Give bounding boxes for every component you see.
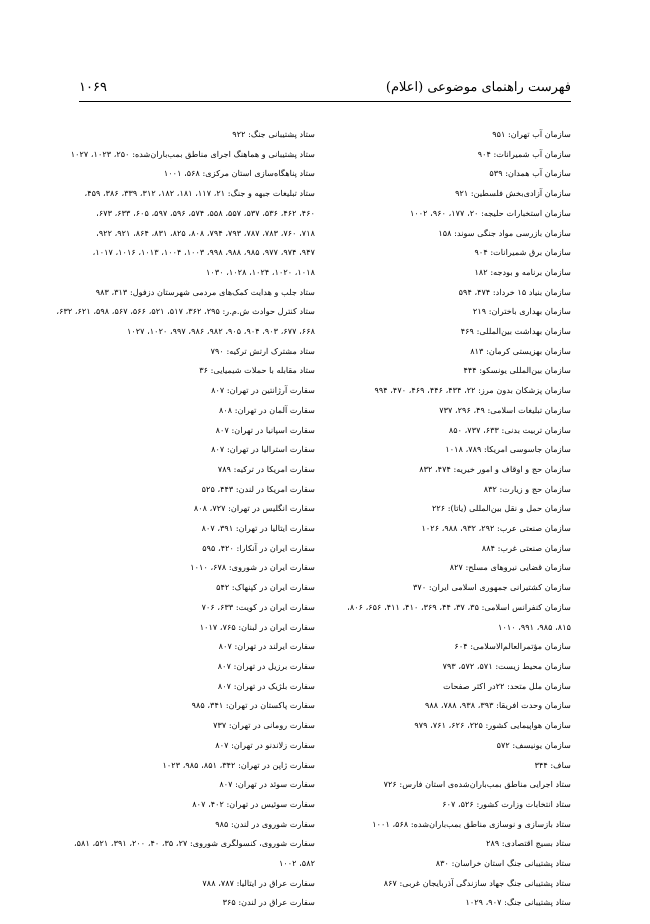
index-entry: ستاد تبلیغات جبهه و جنگ: ۲۱، ۱۱۷، ۱۸۱، ۱۸۲، ۳۱۲، ۳۳۹، ۳۸۶، ۴۵۹، xyxy=(84,188,315,199)
index-entry: سازمان بهداشت بین‌المللی: ۴۶۹ xyxy=(460,326,571,337)
index-entry: سازمان وحدت افریقا: ۳۹۳، ۹۳۸، ۷۸۸، ۹۸۸ xyxy=(425,700,571,711)
running-title: فهرست راهنمای موضوعی (اعلام) xyxy=(385,80,571,95)
index-entry: سفارت آرژانتین در تهران: ۸۰۷ xyxy=(211,385,315,396)
index-entry: سازمان جاسوسی امریکا: ۷۸۹، ۱۰۱۸ xyxy=(445,444,571,455)
index-entry: ۷۱۸، ۷۶۰، ۷۸۳، ۷۸۷، ۷۹۳، ۷۹۴، ۸۰۸، ۸۲۵، ۸۳۱، ۸۶۴، ۹۲۱، ۹۲۲، xyxy=(96,227,315,238)
index-entry: ستاد بسیج اقتصادی: ۲۸۹ xyxy=(486,838,571,849)
index-entry: ستاد مشترک ارتش ترکیه: ۷۹۰ xyxy=(210,345,315,356)
index-entry: سفارت رومانی در تهران: ۷۳۷ xyxy=(213,720,315,731)
index-entry: سفارت ایران در کپنهاک: ۵۴۲ xyxy=(216,582,315,593)
index-entry: سفارت عراق در لندن: ۳۶۵ xyxy=(222,897,315,908)
index-entry: سازمان بازرسی مواد جنگی سوند: ۱۵۸ xyxy=(438,227,571,238)
index-entry: سفارت انگلیس در تهران: ۷۲۷، ۸۰۸ xyxy=(193,503,315,514)
index-entry: سفارت ژاپن در تهران: ۳۴۲، ۸۵۱، ۹۸۵، ۱۰۲۳ xyxy=(162,759,315,770)
index-entry: سازمان آب تهران: ۹۵۱ xyxy=(492,129,571,139)
index-entry: ستاد مقابله با حملات شیمیایی: ۳۶ xyxy=(199,365,315,376)
index-entry: سازمان حج و اوقاف و امور خیریه: ۴۷۴، ۸۳۲ xyxy=(419,463,571,474)
index-entry: ستاد پشتیبانی و هماهنگ اجرای مناطق بمب‌باران‌شده: ۲۵۰، ۱۰۲۳، ۱۰۲۷ xyxy=(70,148,315,159)
index-entry: ستاد پشتیبانی جنگ: ۹۲۲ xyxy=(232,129,315,139)
index-entry: سفارت ایران در لبنان: ۷۶۵، ۱۰۱۷ xyxy=(199,621,315,632)
index-entry: ۶۶۸، ۶۷۷، ۹۰۳، ۹۰۴، ۹۰۵، ۹۸۲، ۹۸۶، ۹۹۷، ۱۰۲۰، ۱۰۲۷ xyxy=(126,326,315,337)
index-entry: ۱۰۱۸، ۱۰۲۰، ۱۰۲۴، ۱۰۲۸، ۱۰۳۰ xyxy=(206,266,315,277)
index-entry: ستاد پشتیبانی جنگ جهاد سازندگی آذربایجان غربی: ۸۶۷ xyxy=(383,877,571,888)
index-entry: سازمان کنفرانس اسلامی: ۳۵، ۳۷، ۴۴، ۳۶۹، ۴۱۰، ۴۱۱، ۶۵۶، ۸۰۶، xyxy=(347,601,571,612)
index-entry: سازمان بین‌المللی یونسکو: ۴۴۴ xyxy=(463,365,571,376)
index-entry: سفارت بلژیک در تهران: ۸۰۷ xyxy=(217,680,315,691)
index-entry: سفارت اسپانیا در تهران: ۸۰۷ xyxy=(215,424,315,435)
index-entry: سازمان بهداری باختران: ۲۱۹ xyxy=(472,306,571,317)
index-entry: سازمان حمل و نقل بین‌المللی (یاتا): ۲۲۶ xyxy=(431,503,571,514)
index-entry: سفارت ایران در آنکارا: ۴۲۰، ۵۹۵ xyxy=(202,542,315,553)
index-entry: سفارت آلمان در تهران: ۸۰۸ xyxy=(219,404,315,415)
index-entry: سازمان آب همدان: ۵۳۹ xyxy=(489,168,571,179)
index-entry: ۸۱۵، ۹۸۵، ۹۹۱، ۱۰۱۰ xyxy=(498,621,571,632)
index-entry: سفارت عراق در ایتالیا: ۷۸۷، ۷۸۸ xyxy=(202,877,315,888)
index-entry: سازمان برق شمیرانات: ۹۰۴ xyxy=(474,247,571,258)
index-entry: سازمان حج و زیارت: ۸۳۲ xyxy=(483,483,571,494)
index-entry: ستاد کنترل حوادث ش.م.ر: ۲۹۵، ۳۶۲، ۵۱۷، ۵۲۱، ۵۶۶، ۵۶۷، ۵۹۸، ۶۲۱، ۶۳۲، xyxy=(56,306,315,317)
index-entry: سازمان برنامه و بودجه: ۱۸۲ xyxy=(474,266,571,277)
index-entry: ستاد اجرایی مناطق بمب‌باران‌شده‌ی استان فارس: ۷۲۶ xyxy=(383,779,571,790)
index-entry: سازمان کشتیرانی جمهوری اسلامی ایران: ۳۷۰ xyxy=(413,582,571,593)
index-entry: ستاد پشتیبانی جنگ استان خراسان: ۸۳۰ xyxy=(435,858,571,869)
index-entry: سفارت برزیل در تهران: ۸۰۷ xyxy=(217,660,315,671)
index-entry: سازمان قضایی نیروهای مسلح: ۸۲۷ xyxy=(449,562,571,573)
index-entry: ستاد بازسازی و نوسازی مناطق بمب‌باران‌شده: ۵۶۸، ۱۰۰۱ xyxy=(372,818,571,829)
index-entry: سازمان ملل متحد: ۲۲در اکثر صفحات xyxy=(443,680,571,691)
index-entry: سازمان پزشکان بدون مرز: ۲۲، ۴۳۴، ۴۴۶، ۴۶۹، ۴۷۰، ۹۹۴ xyxy=(374,385,571,396)
index-entry: سفارت ایتالیا در تهران: ۳۹۱، ۸۰۷ xyxy=(201,523,315,534)
index-entry: ۹۴۷، ۹۷۴، ۹۷۷، ۹۸۵، ۹۸۸، ۹۹۸، ۱۰۰۳، ۱۰۰۴، ۱۰۱۳، ۱۰۱۶، ۱۰۱۷، xyxy=(92,247,315,258)
index-column-right xyxy=(338,125,571,913)
index-entry: سفارت ایران در شوروی: ۶۷۸، ۱۰۱۰ xyxy=(190,562,315,573)
index-entry: سفارت زلاندنو در تهران: ۸۰۷ xyxy=(215,739,315,750)
index-entry: سازمان تبلیغات اسلامی: ۴۹، ۲۹۶، ۷۳۷ xyxy=(439,404,571,415)
index-entry: سازمان بهزیستی کرمان: ۸۱۳ xyxy=(470,345,571,356)
index-entry: سفارت ایرلند در تهران: ۸۰۷ xyxy=(218,641,315,652)
index-entry: سفارت شوروی، کنسولگری شوروی: ۲۷، ۳۵، ۴۰، ۲۰۰، ۳۹۱، ۵۲۱، ۵۸۱، xyxy=(74,838,315,849)
index-entry: ستاد انتخابات وزارت کشور: ۵۲۶، ۶۰۷ xyxy=(442,798,571,809)
index-entry: سازمان محیط زیست: ۵۷۱، ۵۷۲، ۷۹۳ xyxy=(442,660,571,671)
index-entry: سازمان آزادی‌بخش فلسطین: ۹۲۱ xyxy=(455,188,571,199)
header-rule xyxy=(79,101,571,102)
index-entry: ستاد جلب و هدایت کمک‌های مردمی شهرستان دزفول: ۳۱۳، ۹۸۳ xyxy=(95,286,315,297)
index-column-left xyxy=(56,125,315,913)
index-entry: سفارت سوئد در تهران: ۸۰۷ xyxy=(219,779,315,790)
index-entry: سازمان آب شمیرانات: ۹۰۴ xyxy=(477,148,571,159)
index-entry: سازمان یونیسف: ۵۷۲ xyxy=(496,739,571,750)
index-entry: ۵۸۲، ۱۰۰۲ xyxy=(278,858,315,869)
index-entry: سفارت پاکستان در تهران: ۳۴۱، ۹۸۵ xyxy=(191,700,315,711)
index-entry: ساف: ۳۴۴ xyxy=(534,759,571,770)
index-entry: سفارت امریکا در لندن: ۴۴۳، ۵۲۵ xyxy=(201,483,315,494)
index-entry: سازمان هواپیمایی کشور: ۲۲۵، ۶۲۶، ۷۶۱، ۹۷۹ xyxy=(414,720,571,731)
index-entry: سازمان استخبارات حلیجه: ۲۰، ۱۷۷، ۹۶۰، ۱۰۰۲ xyxy=(409,207,571,218)
index-entry: ستاد پناهگاه‌سازی استان مرکزی: ۵۶۸، ۱۰۰۱ xyxy=(163,168,315,179)
index-entry: سفارت امریکا در ترکیه: ۷۸۹ xyxy=(217,463,315,474)
index-entry: سازمان صنعتی عرب: ۲۹۲، ۹۳۲، ۹۸۸، ۱۰۲۶ xyxy=(421,523,571,534)
index-entry: سازمان صنعتی غرب: ۸۸۴ xyxy=(481,542,571,553)
index-entry: ۴۶۰، ۴۶۲، ۵۳۶، ۵۳۷، ۵۵۷، ۵۵۸، ۵۷۴، ۵۹۶، ۵۹۷، ۶۰۵، ۶۳۳، ۶۷۳، xyxy=(96,207,315,218)
index-entry: سازمان بنیاد ۱۵ خرداد: ۴۷۴، ۵۹۴ xyxy=(458,286,571,297)
page-header xyxy=(79,80,571,100)
index-entry: سازمان تربیت بدنی: ۶۳۳، ۷۳۷، ۸۵۰ xyxy=(448,424,571,435)
index-entry: ستاد پشتیبانی جنگ: ۹۰۷، ۱۰۲۹ xyxy=(465,897,571,908)
index-entry: سفارت ایران در کویت: ۶۳۳، ۷۰۶ xyxy=(201,601,315,612)
index-entry: سفارت استرالیا در تهران: ۸۰۷ xyxy=(211,444,315,455)
index-entry: سفارت سوئیس در تهران: ۴۰۲، ۸۰۷ xyxy=(192,798,315,809)
index-entry: سازمان مؤتمرالعالم‌الاسلامی: ۶۰۴ xyxy=(454,641,571,652)
index-entry: سفارت شوروی در لندن: ۹۸۵ xyxy=(215,818,315,829)
page-number: ۱۰۶۹ xyxy=(79,80,107,95)
